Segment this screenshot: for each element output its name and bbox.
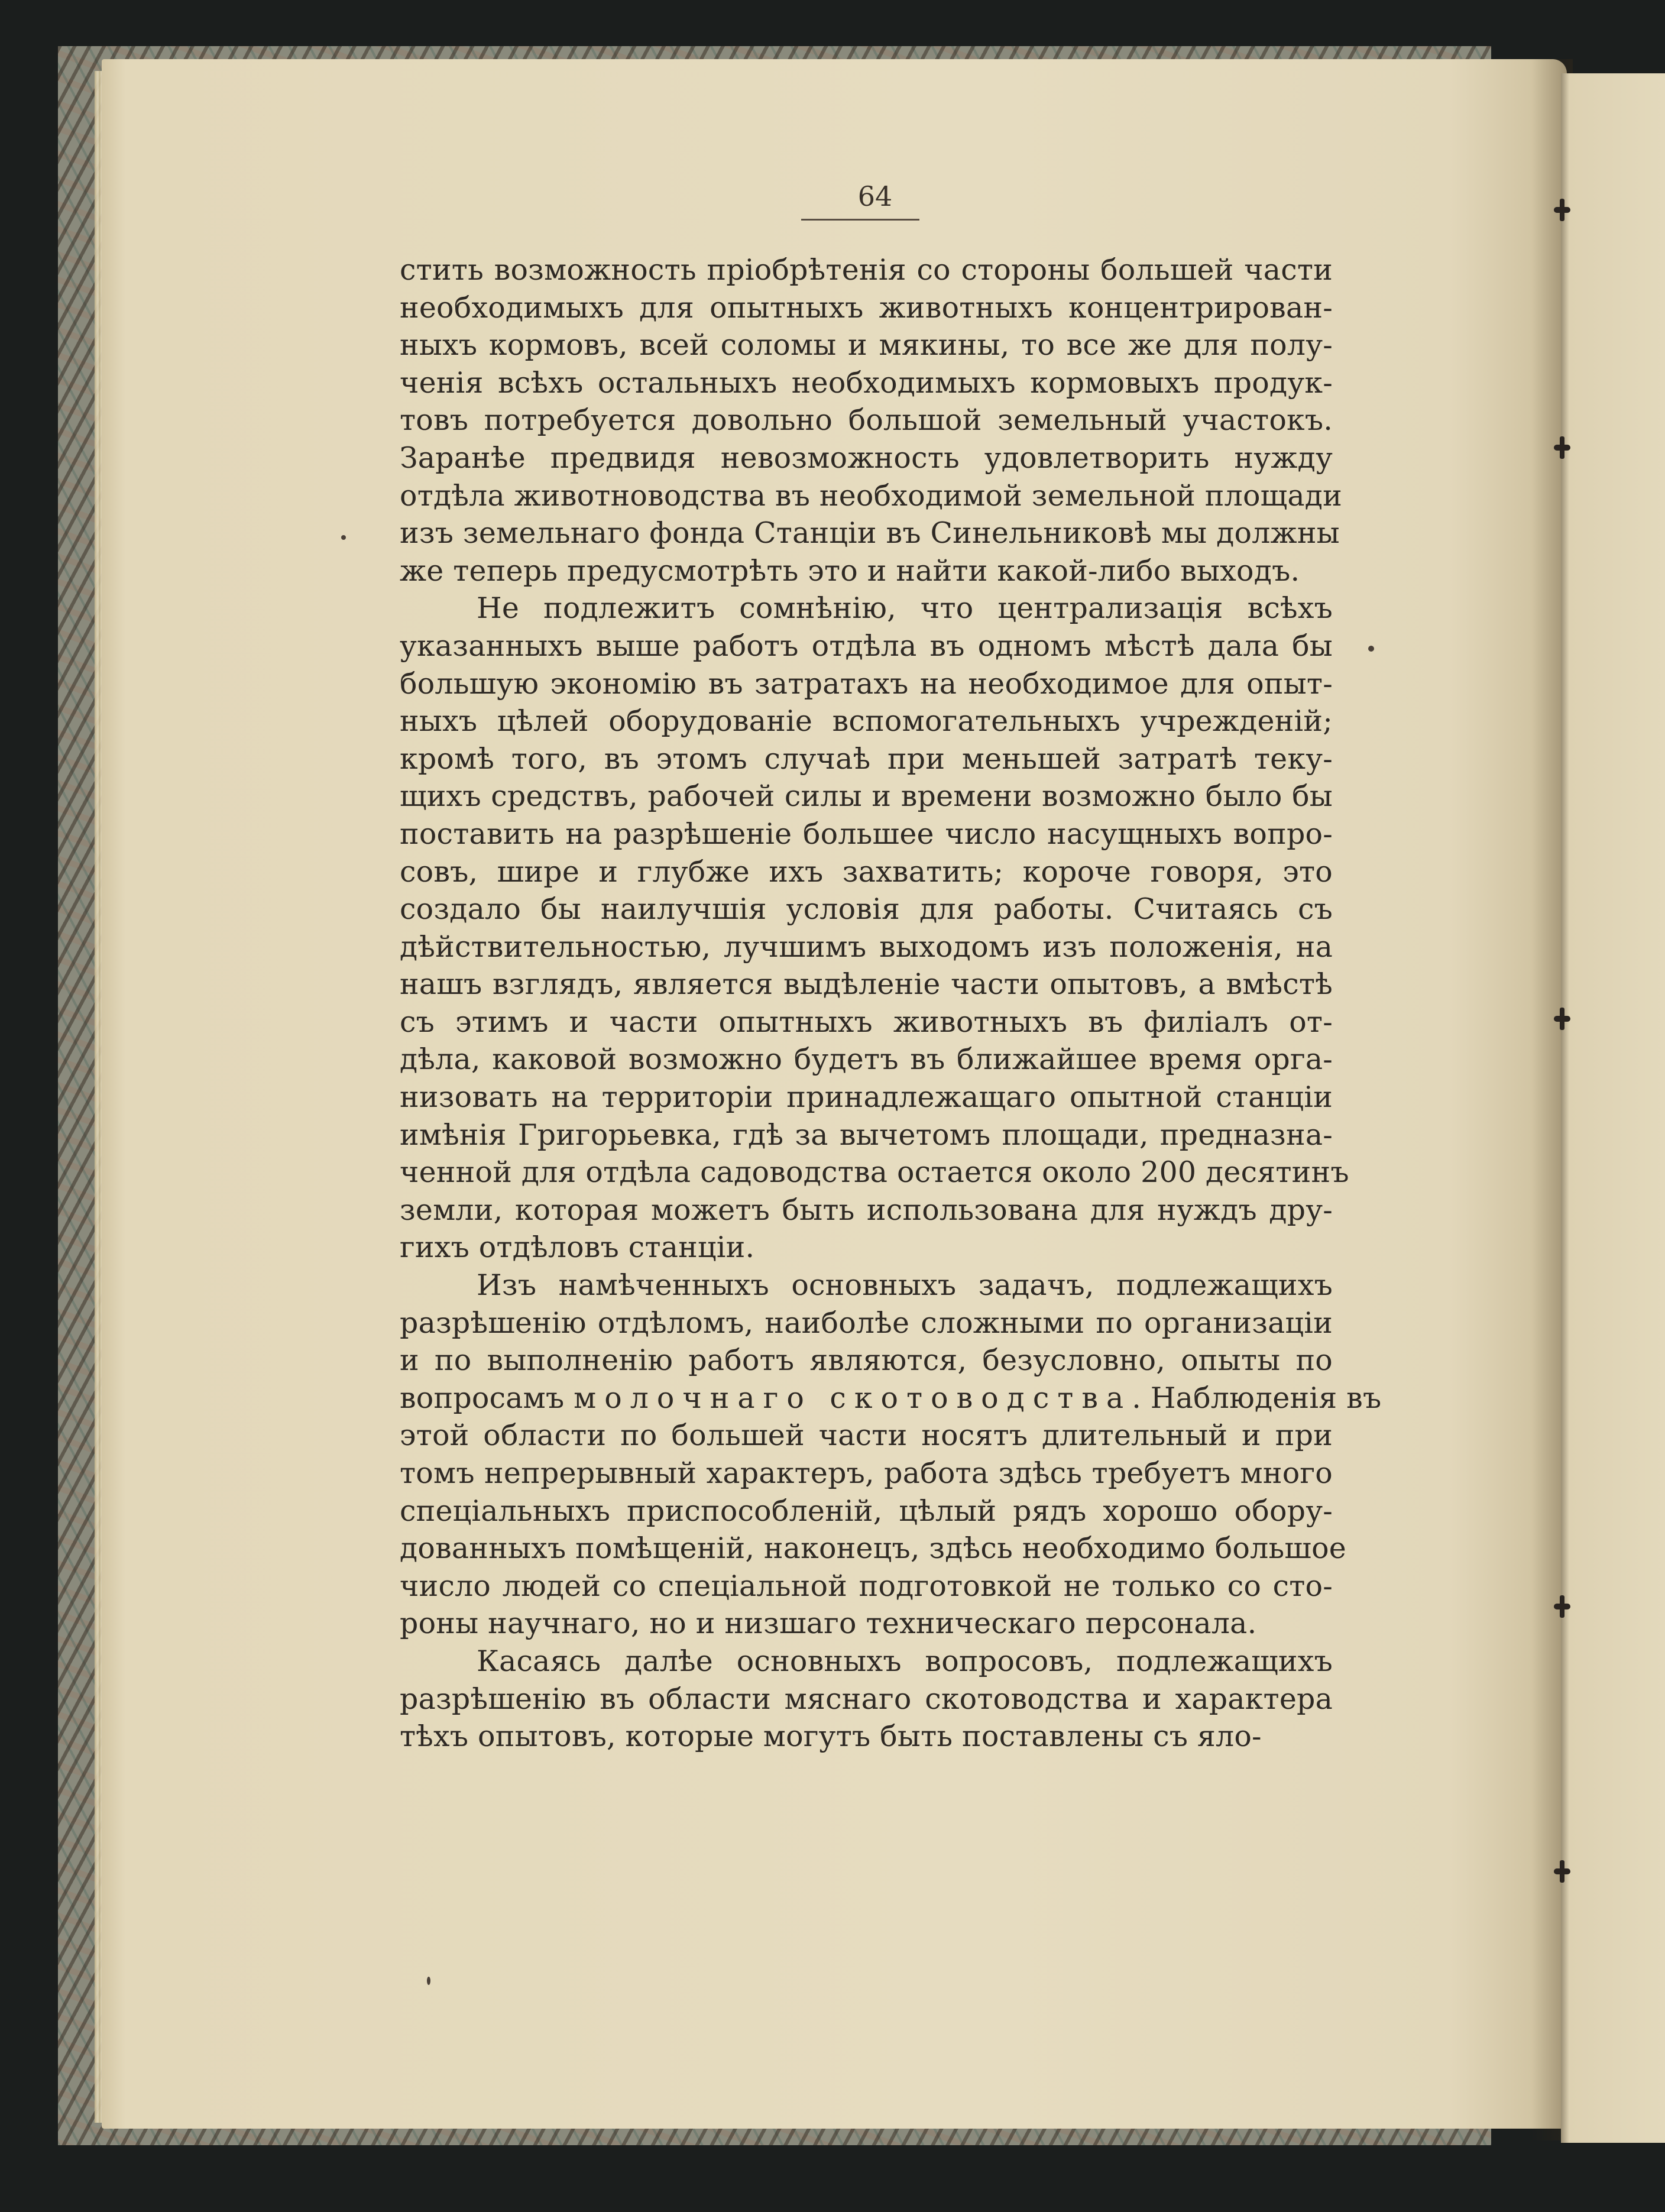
text-line: изъ земельнаго фонда Станціи въ Синельниковѣ мы должны bbox=[400, 516, 1340, 550]
text-line: Касаясь далѣе основныхъ вопросовъ, подлежащихъ bbox=[477, 1644, 1333, 1678]
text-line: товъ потребуется довольно большой земельный участокъ. bbox=[400, 403, 1333, 438]
text-line: Не подлежитъ сомнѣнію, что централизація всѣхъ bbox=[477, 591, 1333, 626]
text-line: роны научнаго, но и низшаго техническаго персонала. bbox=[400, 1607, 1257, 1641]
text-line: разрѣшенію отдѣломъ, наиболѣе сложными по организаціи bbox=[400, 1306, 1333, 1340]
text-line: нашъ взглядъ, является выдѣленіе части опытовъ, а вмѣстѣ bbox=[400, 967, 1333, 1002]
text-line: число людей со спеціальной подготовкой не только со сто- bbox=[400, 1569, 1333, 1603]
text-line: Изъ намѣченныхъ основныхъ задачъ, подлежащихъ bbox=[477, 1268, 1333, 1303]
text-line: томъ непрерывный характеръ, работа здѣсь требуетъ много bbox=[400, 1456, 1333, 1490]
binding-thread bbox=[1554, 207, 1570, 213]
next-page-edge bbox=[1561, 73, 1665, 2143]
text-line: стить возможность пріобрѣтенія со стороны большей части bbox=[400, 253, 1333, 287]
text-line: низовать на территоріи принадлежащаго опытной станціи bbox=[400, 1080, 1333, 1115]
text-line: земли, которая можетъ быть использована для нуждъ дру- bbox=[400, 1193, 1333, 1227]
binding-thread bbox=[1554, 1604, 1570, 1609]
ink-speck bbox=[341, 535, 346, 540]
binding-thread bbox=[1554, 1868, 1570, 1874]
binding-thread bbox=[1554, 1016, 1570, 1022]
text-line: дованныхъ помѣщеній, наконецъ, здѣсь необходимо большое bbox=[400, 1531, 1346, 1566]
page-number: 64 bbox=[857, 180, 893, 212]
text-line: же теперь предусмотрѣть это и найти какой-либо выходъ. bbox=[400, 553, 1300, 588]
text-line: ченной для отдѣла садоводства остается около 200 десятинъ bbox=[400, 1155, 1349, 1190]
text-line: гихъ отдѣловъ станціи. bbox=[400, 1230, 755, 1265]
text-line: необходимыхъ для опытныхъ животныхъ концентрирован- bbox=[400, 290, 1333, 325]
text-line: дѣйствительностью, лучшимъ выходомъ изъ положенія, на bbox=[400, 930, 1333, 964]
text-line: щихъ средствъ, рабочей силы и времени возможно было бы bbox=[400, 779, 1333, 814]
text-line: создало бы наилучшія условія для работы. Считаясь съ bbox=[400, 892, 1333, 927]
text-line: спеціальныхъ приспособленій, цѣлый рядъ хорошо обору- bbox=[400, 1494, 1333, 1528]
binding-thread bbox=[1554, 445, 1570, 451]
ink-speck bbox=[427, 1977, 430, 1985]
ink-speck bbox=[1368, 646, 1374, 652]
page-number-rule bbox=[801, 219, 919, 221]
text-line: Заранѣе предвидя невозможность удовлетворить нужду bbox=[400, 441, 1333, 475]
text-line: дѣла, каковой возможно будетъ въ ближайшее время орга- bbox=[400, 1042, 1333, 1077]
text-line: съ этимъ и части опытныхъ животныхъ въ филіалъ от- bbox=[400, 1005, 1333, 1039]
text-line: поставить на разрѣшеніе большее число насущныхъ вопро- bbox=[400, 817, 1333, 851]
letterspaced-emphasis: молочнаго скотоводства bbox=[574, 1381, 1132, 1415]
text-line: ченія всѣхъ остальныхъ необходимыхъ кормовыхъ продук- bbox=[400, 365, 1333, 400]
text-line: ныхъ цѣлей оборудованіе вспомогательныхъ учрежденій; bbox=[400, 704, 1333, 739]
text-line: указанныхъ выше работъ отдѣла въ одномъ мѣстѣ дала бы bbox=[400, 629, 1333, 663]
text-line: и по выполненію работъ являются, безусловно, опыты по bbox=[400, 1343, 1333, 1378]
text-line: кромѣ того, въ этомъ случаѣ при меньшей затратѣ теку- bbox=[400, 741, 1333, 776]
text-line: большую экономію въ затратахъ на необходимое для опыт- bbox=[400, 666, 1333, 701]
text-line: разрѣшенію въ области мяснаго скотоводства и характера bbox=[400, 1682, 1333, 1716]
text-line: вопросамъ молочнаго скотоводства. Наблюденія въ bbox=[400, 1381, 1382, 1415]
text-line: этой области по большей части носятъ длительный и при bbox=[400, 1418, 1333, 1453]
body-text bbox=[400, 251, 1382, 1756]
text-line: совъ, шире и глубже ихъ захватить; короче говоря, это bbox=[400, 854, 1333, 889]
text-line: отдѣла животноводства въ необходимой земельной площади bbox=[400, 478, 1343, 513]
text-line: имѣнія Григорьевка, гдѣ за вычетомъ площади, предназна- bbox=[400, 1118, 1333, 1152]
text-line: ныхъ кормовъ, всей соломы и мякины, то все же для полу- bbox=[400, 328, 1333, 362]
text-line: тѣхъ опытовъ, которые могутъ быть поставлены съ яло- bbox=[400, 1719, 1262, 1754]
